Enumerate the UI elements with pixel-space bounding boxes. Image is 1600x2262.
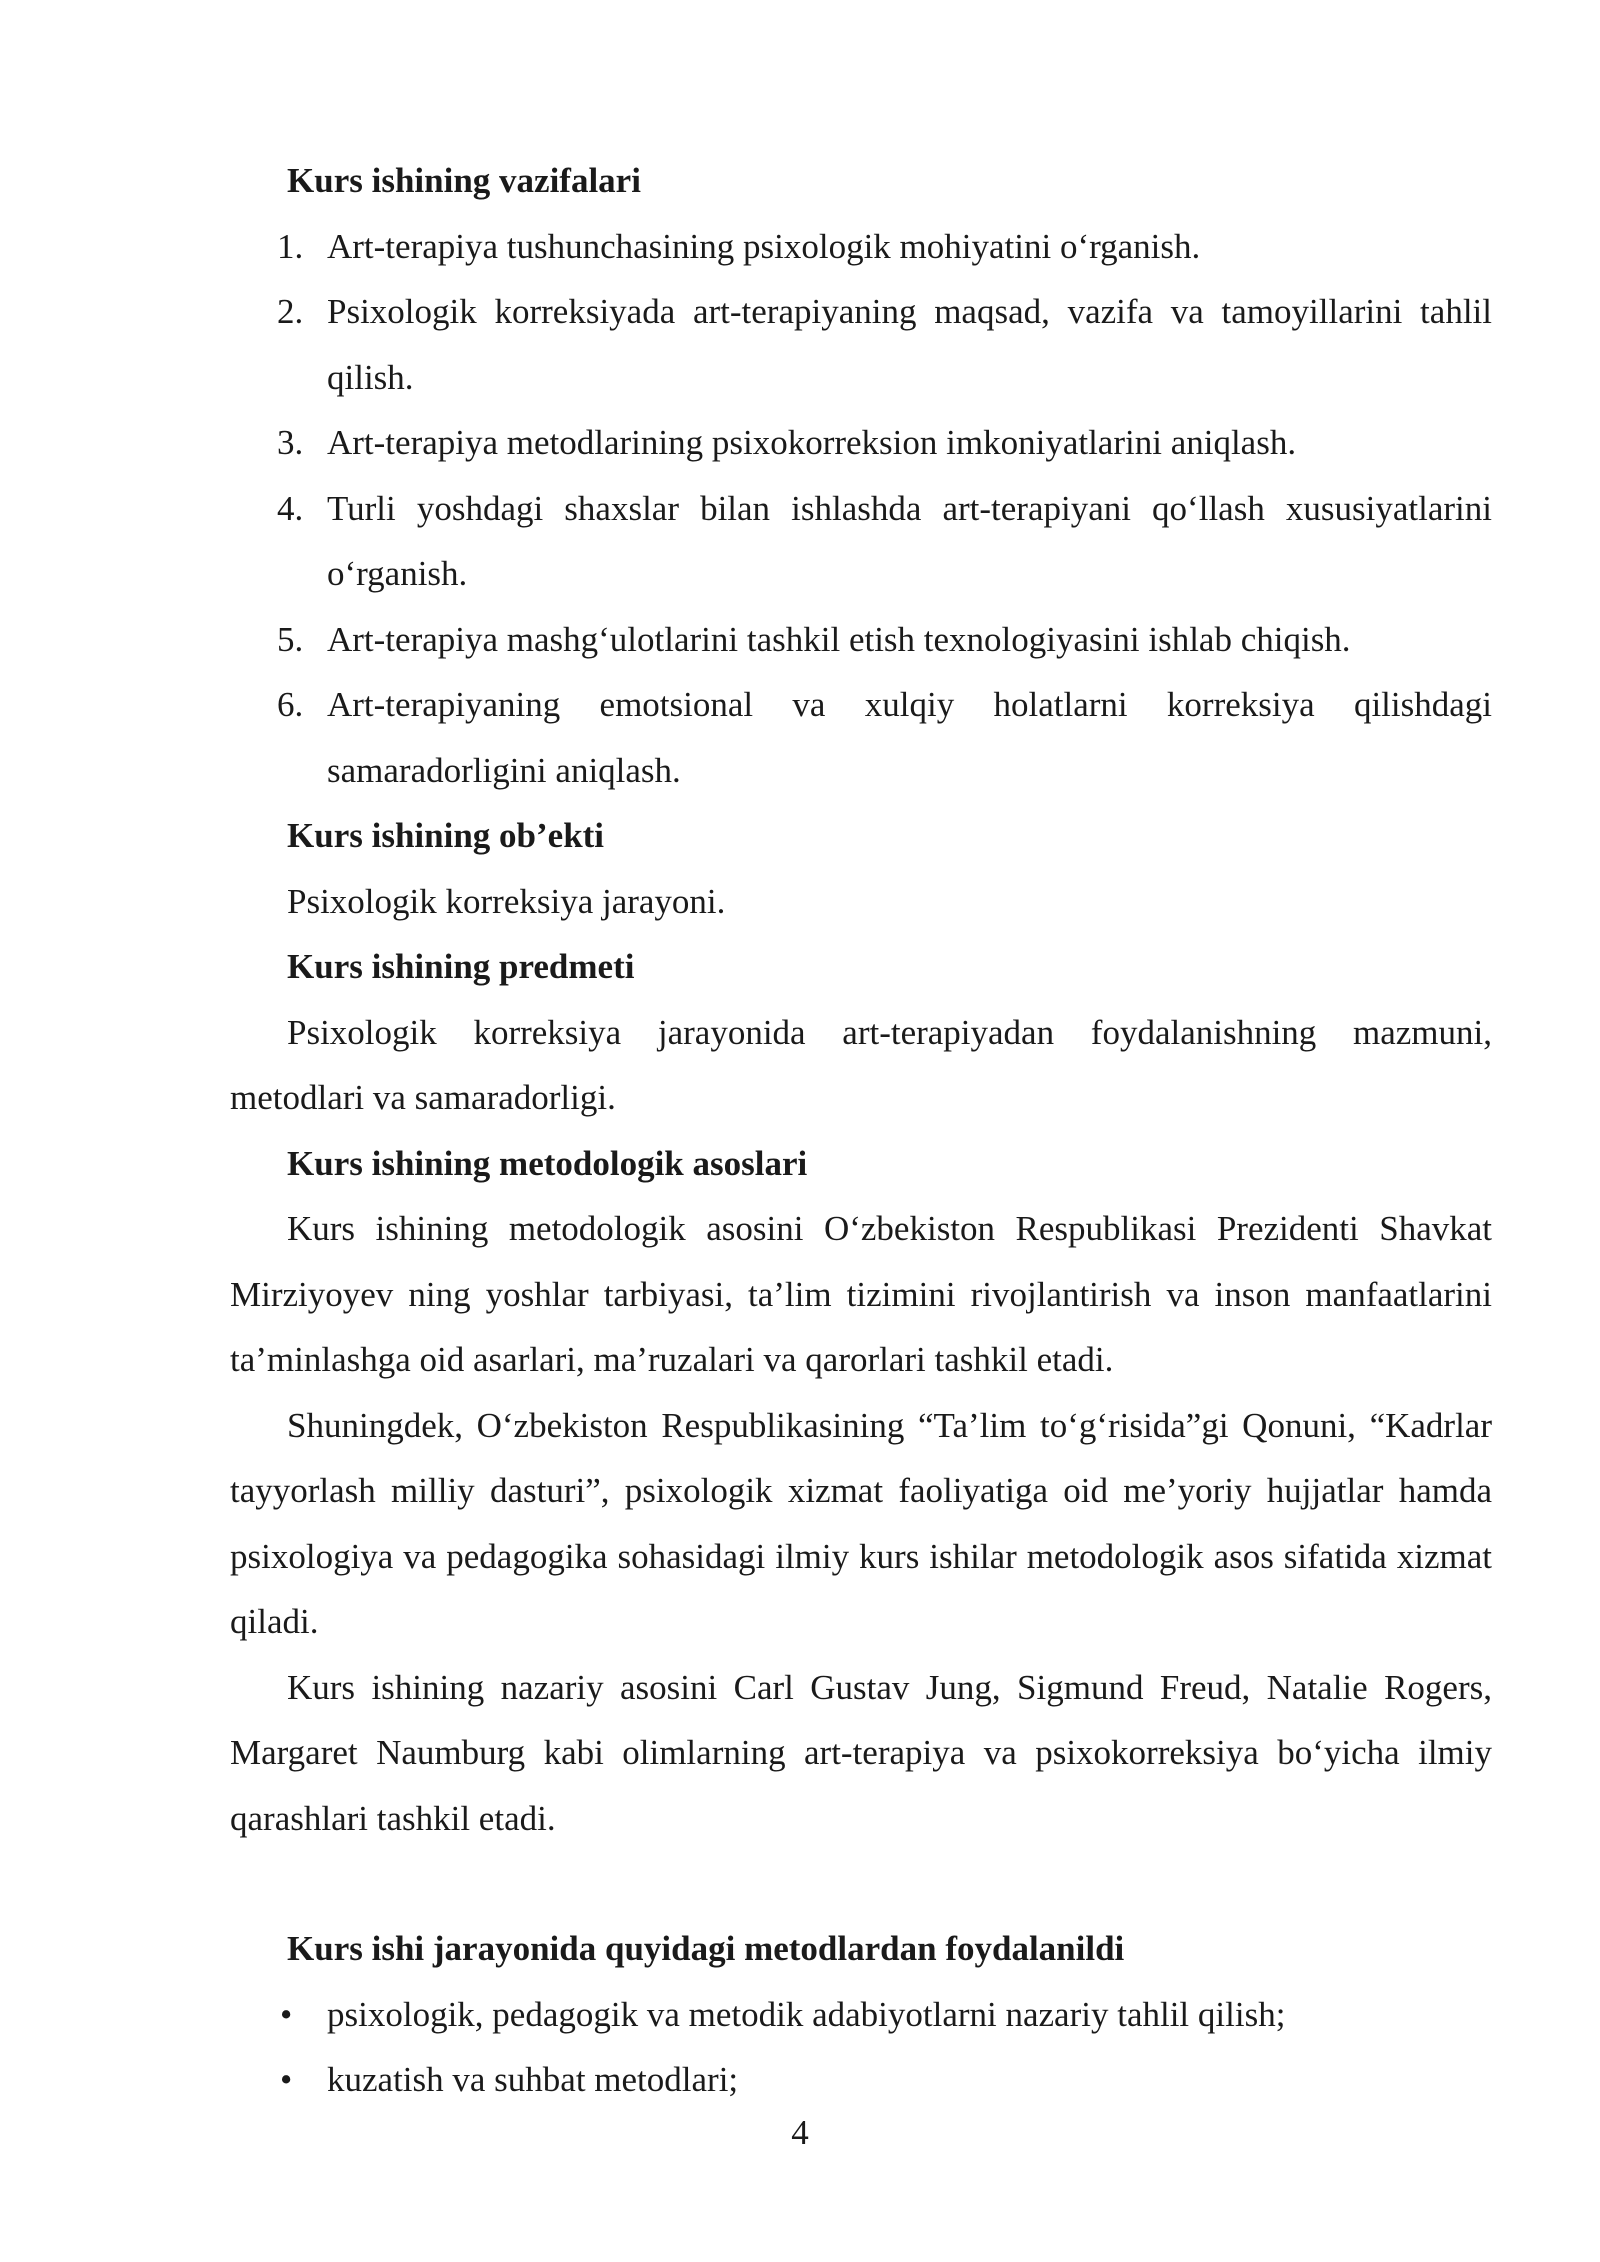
document-page bbox=[230, 148, 1492, 2113]
methodology-paragraph: Kurs ishining metodologik asosini O‘zbekiston Respublikasi Prezidenti Shavkat Mirziyoyev ning yoshlar tarbiyasi, ta’lim tizimini rivojlantirish va inson manfaatlarini ta’minlashga oid asarlari, ma’ruzalari va qarorlari tashkil etadi. bbox=[230, 1209, 1492, 1379]
list-item bbox=[230, 279, 1492, 410]
object-heading: Kurs ishining ob’ekti bbox=[287, 816, 605, 855]
subject-heading: Kurs ishining predmeti bbox=[287, 947, 635, 986]
list-item-text: Art-terapiya metodlarining psixokorreksion imkoniyatlarini aniqlash. bbox=[327, 423, 1297, 462]
list-item-number: 6. bbox=[277, 685, 304, 724]
list-item-number: 1. bbox=[277, 226, 304, 266]
list-item bbox=[230, 2047, 1492, 2113]
list-item-number: 4. bbox=[277, 488, 304, 528]
list-item-text: psixologik, pedagogik va metodik adabiyotlarni nazariy tahlil qilish; bbox=[327, 1994, 1286, 2034]
list-item bbox=[230, 672, 1492, 803]
list-item-number: 5. bbox=[277, 619, 304, 659]
list-item-text: Art-terapiyaning emotsional va xulqiy holatlarni korreksiya qilishdagi samaradorligini aniqlash. bbox=[327, 685, 1492, 790]
list-item bbox=[230, 476, 1492, 607]
section-spacer bbox=[230, 1851, 1492, 1916]
list-item bbox=[230, 410, 1492, 476]
list-item-text: Art-terapiya mashg‘ulotlarini tashkil etish texnologiyasini ishlab chiqish. bbox=[327, 619, 1351, 659]
object-text: Psixologik korreksiya jarayoni. bbox=[287, 881, 726, 921]
bullet-icon: • bbox=[280, 2060, 293, 2099]
list-item-text: Art-terapiya tushunchasining psixologik mohiyatini o‘rganish. bbox=[327, 226, 1201, 266]
list-item bbox=[230, 607, 1492, 673]
list-item-number: 2. bbox=[277, 292, 304, 331]
list-item-text: Turli yoshdagi shaxslar bilan ishlashda art-terapiyani qo‘llash xususiyatlarini o‘rganish. bbox=[327, 488, 1492, 593]
subject-text: Psixologik korreksiya jarayonida art-terapiyadan foydalanishning mazmuni, metodlari va samaradorligi. bbox=[230, 1012, 1492, 1117]
page-number: 4 bbox=[791, 2113, 809, 2152]
list-item-text: Psixologik korreksiyada art-terapiyaning maqsad, vazifa va tamoyillarini tahlil qilish. bbox=[327, 292, 1492, 397]
methodology-heading: Kurs ishining metodologik asoslari bbox=[287, 1143, 808, 1183]
list-item-text: kuzatish va suhbat metodlari; bbox=[327, 2060, 739, 2099]
tasks-heading: Kurs ishining vazifalari bbox=[287, 161, 641, 200]
bullet-icon: • bbox=[280, 1994, 293, 2034]
list-item bbox=[230, 214, 1492, 280]
methods-heading: Kurs ishi jarayonida quyidagi metodlardan foydalanildi bbox=[287, 1929, 1125, 1968]
list-item-number: 3. bbox=[277, 423, 304, 462]
tasks-list bbox=[230, 214, 1492, 804]
methods-list bbox=[230, 1982, 1492, 2113]
list-item bbox=[230, 1982, 1492, 2048]
methodology-paragraph: Shuningdek, O‘zbekiston Respublikasining “Ta’lim to‘g‘risida”gi Qonuni, “Kadrlar tayyorlash milliy dasturi”, psixologik xizmat faoliyatiga oid me’yoriy hujjatlar hamda psixologiya va pedagogika sohasidagi ilmiy kurs ishilar metodologik asos sifatida xizmat qiladi. bbox=[230, 1405, 1492, 1641]
methodology-paragraph: Kurs ishining nazariy asosini Carl Gustav Jung, Sigmund Freud, Natalie Rogers, Margaret Naumburg kabi olimlarning art-terapiya va psixokorreksiya bo‘yicha ilmiy qarashlari tashkil etadi. bbox=[230, 1667, 1492, 1838]
